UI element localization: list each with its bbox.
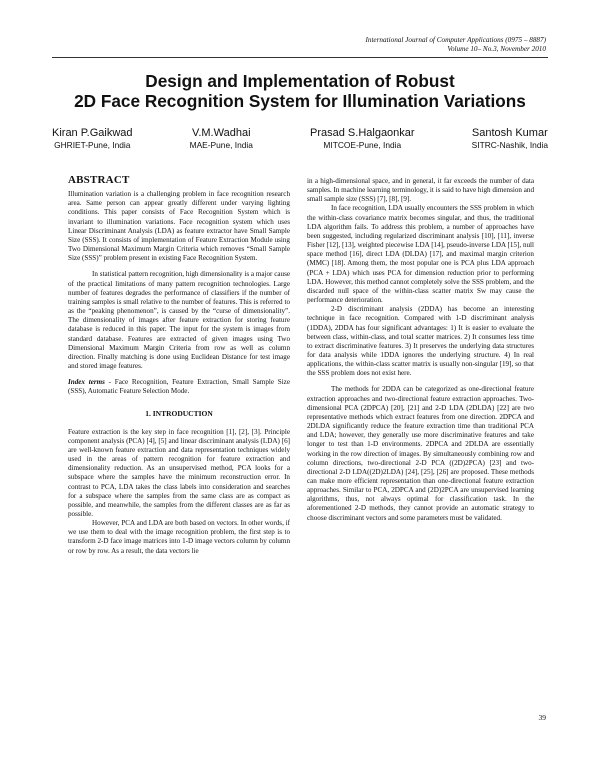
author-name: Prasad S.Halgaonkar [310, 127, 415, 139]
author [52, 126, 133, 151]
title-line-2: 2D Face Recognition System for Illumination Variations [74, 91, 526, 111]
author-name: Kiran P.Gaikwad [52, 127, 133, 139]
body-paragraph: However, PCA and LDA are both based on vectors. In other words, if we use them to deal with the image recognition problem, the first step is to transform 2-D face image matrices into 1-D image vectors column by column or row by row. As a result, the data vectors lie [68, 519, 290, 555]
author-name: Santosh Kumar [471, 127, 548, 139]
abstract-paragraph: Illumination variation is a challenging problem in face recognition research area. Same person can appear greatly different under varying lighting conditions. This paper consists of Face Recognition System which is invariant to illumination variations. Face recognition system which uses Linear Discriminant Analysis (LDA) as feature extractor have Small Sample Size (SSS). It consists of implementation of Feature Extraction Module using Two Dimensional Maximum Margin Criteria which removes “Small Sample Size (SSS)” problem present in existing Face Recognition System. [68, 190, 290, 263]
author-affiliation: GHRIET-Pune, India [54, 140, 131, 150]
author-affiliation: MITCOE-Pune, India [323, 140, 402, 150]
author [472, 126, 548, 151]
journal-volume: Volume 10– No.3, November 2010 [447, 45, 546, 53]
author [310, 126, 415, 151]
body-paragraph: The methods for 2DDA can be categorized as one-directional feature extraction approaches and two-directional feature extraction approaches. Two-dimensional PCA (2DPCA) [20], [21] and 2-D LDA (2DLDA) [22] are two representative methods which extract features from one direction. 2DPCA and 2DLDA significantly reduce the feature extraction time than traditional PCA and LDA; however, they generally use more discriminative features and take longer to test than 1-D environments. 2DPCA and 2DLDA are essentially working in the row direction of images. By simultaneously combining row and column directions, two-directional 2-D PCA ((2D)2PCA) [23] and two-directional 2-D LDA((2D)2LDA) [24], [25], [26] are proposed. These methods can make more efficient representation than one-directional feature extraction approaches. Similar to PCA, 2DPCA and (2D)2PCA are unsupervised learning algorithms, thus, not always optimal for classification task. In the aforementioned 2-D methods, they cannot provide an automatic strategy to choose discriminant vectors and some parameters must be validated. [307, 385, 534, 522]
left-column [68, 176, 290, 556]
author-list [52, 126, 548, 151]
journal-header [365, 36, 546, 54]
page-number: 39 [538, 713, 546, 722]
index-terms-text: - Face Recognition, Feature Extraction, Small Sample Size (SSS), Automatic Feature Selection Mode. [68, 378, 290, 396]
body-paragraph: in a high-dimensional space, and in general, it far exceeds the number of data samples. In machine learning terminology, it is said to have high dimension and small sample size (SSS) [7], [8], [9]. [307, 177, 534, 204]
body-paragraph: In face recognition, LDA usually encounters the SSS problem in which the within-class covariance matrix becomes singular, and thus, the traditional LDA algorithm fails. To address this problem, a number of approaches have been suggested, including regularized discriminant analysis [10], [11], inverse Fisher [12], [13], weighted piecewise LDA [14], pseudo-inverse LDA [15], null space method [16], direct LDA (DLDA) [17], and maximal margin criterion (MMC) [18]. Among them, the most popular one is PCA plus LDA approach (PCA + LDA) which uses PCA for dimension reduction prior to performing LDA. However, this method cannot completely solve the SSS problem, and the discarded null space of the within-class scatter matrix Sw may cause the performance deterioration. [307, 204, 534, 305]
header-rule [52, 57, 548, 58]
index-terms [68, 378, 290, 396]
section-heading-introduction: 1. INTRODUCTION [145, 409, 213, 419]
author-name: V.M.Wadhai [192, 127, 251, 139]
abstract-paragraph: In statistical pattern recognition, high dimensionality is a major cause of the practical limitations of many pattern recognition technologies. Large number of features degrades the performance of classifiers if the number of training samples is small relative to the number of features. This is referred to as the “peaking phenomenon”, is caused by the “curse of dimensionality”. The dimensionality of images after feature extraction for storing feature database is reduced in this paper. The input for the system is images from standard database. Features are extracted of given images using Two Dimensional Maximum Margin Criteria from row as well as column direction. Finally matching is done using Euclidean Distance for test image and stored image features. [68, 270, 290, 370]
journal-name: International Journal of Computer Applications (0975 – 8887) [365, 36, 546, 44]
index-terms-label: Index terms [68, 378, 105, 387]
body-paragraph: Feature extraction is the key step in face recognition [1], [2], [3]. Principle component analysis (PCA) [4], [5] and linear discriminant analysis (LDA) [6] are well-known feature extraction and data representation techniques widely used in the areas of pattern recognition for feature extraction and dimensionality reduction. As an unsupervised method, PCA looks for a subspace where the samples have the minimum reconstruction error. In contrast to PCA, LDA takes the class labels into consideration and searches for a subspace where the samples from the same class are as compact as possible, and meanwhile, the samples from the different classes are as far as possible. [68, 427, 290, 518]
title-line-1: Design and Implementation of Robust [145, 71, 455, 91]
body-paragraph: 2-D discriminant analysis (2DDA) has become an interesting technique in face recognition. Compared with 1-D discriminant analysis (1DDA), 2DDA has four significant advantages: 1) It is easier to evaluate the between class, within-class, and total scatter matrices. 2) It consumes less time to extract discriminative features. 3) It preserves the underlying data structures for data analysis while 1DDA ignores the underlying structure. 4) In real applications, the within-class scatter matrix is usually non-singular [19], so that the SSS problem does not exist here. [307, 305, 534, 378]
author-affiliation: MAE-Pune, India [189, 140, 253, 150]
author-affiliation: SITRC-Nashik, India [471, 140, 548, 150]
abstract-heading: ABSTRACT [68, 174, 130, 186]
right-column [307, 177, 534, 523]
author [190, 126, 253, 151]
paper-title [30, 71, 570, 111]
